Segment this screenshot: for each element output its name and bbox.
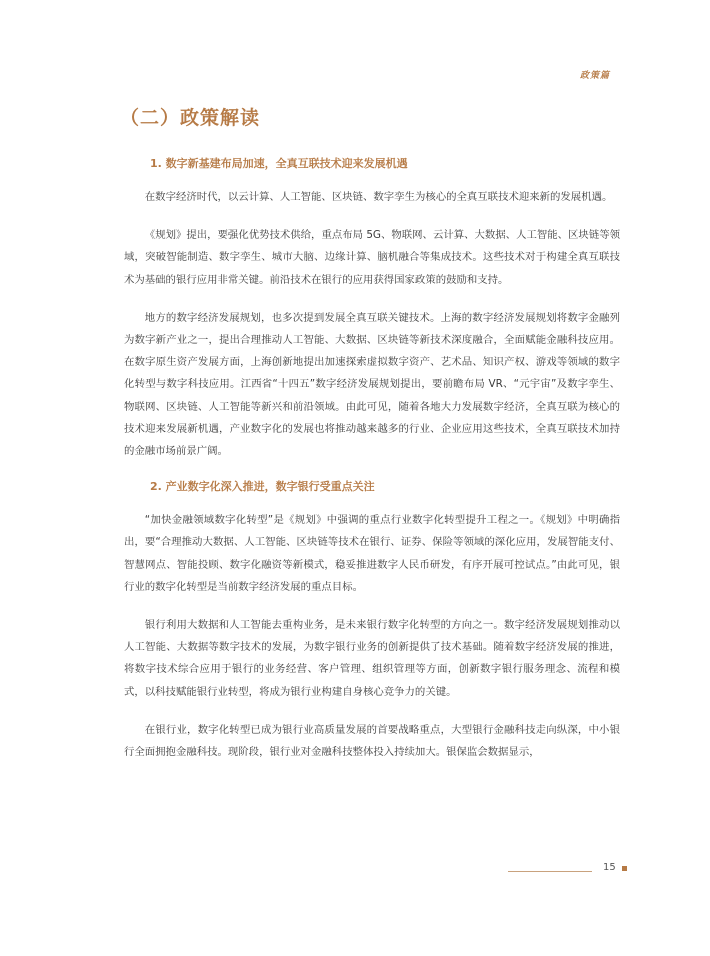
header-category-tag: 政策篇 bbox=[579, 71, 610, 81]
paragraph: 地方的数字经济发展规划，也多次提到发展全真互联关键技术。上海的数字经济发展规划将数字金融列为数字新产业之一，提出合理推动人工智能、大数据、区块链等新技术深度融合，全面赋能金融科技应用。在数字原生资产发展方面，上海创新地提出加速探索虚拟数字资产、艺术品、知识产权、游戏等领域的数字化转型与数字科技应用。江西省“十四五”数字经济发展规划提出，要前瞻布局 VR、“元宇宙”及数字孪生、物联网、区块链、人工智能等新兴和前沿领域。由此可见，随着各地大力发展数字经济，全真互联为核心的技术迎来发展新机遇，产业数字化的发展也将推动越来越多的行业、企业应用这些技术，全真互联技术加持的金融市场前景广阔。 bbox=[124, 311, 620, 458]
paragraph: 《规划》提出，要强化优势技术供给，重点布局 5G、物联网、云计算、大数据、人工智能、区块链等领域，突破智能制造、数字孪生、城市大脑、边缘计算、脑机融合等集成技术。这些技术对于构建全真互联技术为基础的银行应用非常关键。前沿技术在银行的应用获得国家政策的鼓励和支持。 bbox=[124, 229, 620, 286]
paragraph: “加快金融领域数字化转型”是《规划》中强调的重点行业数字化转型提升工程之一。《规划》中明确指出，要“合理推动大数据、人工智能、区块链等技术在银行、证券、保险等领域的深化应用，发展智能支付、智慧网点、智能投顾、数字化融资等新模式，稳妥推进数字人民币研发，有序开展可控试点。”由此可见，银行业的数字化转型是当前数字经济发展的重点目标。 bbox=[124, 514, 620, 593]
paragraph: 在银行业，数字化转型已成为银行业高质量发展的首要战略重点，大型银行金融科技走向纵深，中小银行全面拥抱金融科技。现阶段，银行业对金融科技整体投入持续加大。银保监会数据显示， bbox=[124, 723, 620, 759]
footer-divider bbox=[508, 871, 592, 872]
paragraph: 银行利用大数据和人工智能去重构业务，是未来银行数字化转型的方向之一。数字经济发展规划推动以人工智能、大数据等数字技术的发展，为数字银行业务的创新提供了技术基础。随着数字经济发展的推进，将数字技术综合应用于银行的业务经营、客户管理、组织管理等方面，创新数字银行服务理念、流程和模式，以科技赋能银行业转型，将成为银行业构建自身核心竞争力的关键。 bbox=[124, 619, 620, 698]
article-body bbox=[124, 155, 620, 763]
section-title: （二）政策解读 bbox=[120, 107, 261, 129]
subsection-heading-2: 2. 产业数字化深入推进，数字银行受重点关注 bbox=[150, 480, 375, 494]
paragraph: 在数字经济时代，以云计算、人工智能、区块链、数字孪生为核心的全真互联技术迎来新的发展机遇。 bbox=[144, 191, 613, 203]
subsection-heading-1: 1. 数字新基建布局加速，全真互联技术迎来发展机遇 bbox=[150, 157, 408, 170]
page-number: 15 bbox=[603, 862, 616, 873]
page-marker-square-icon bbox=[622, 866, 627, 871]
